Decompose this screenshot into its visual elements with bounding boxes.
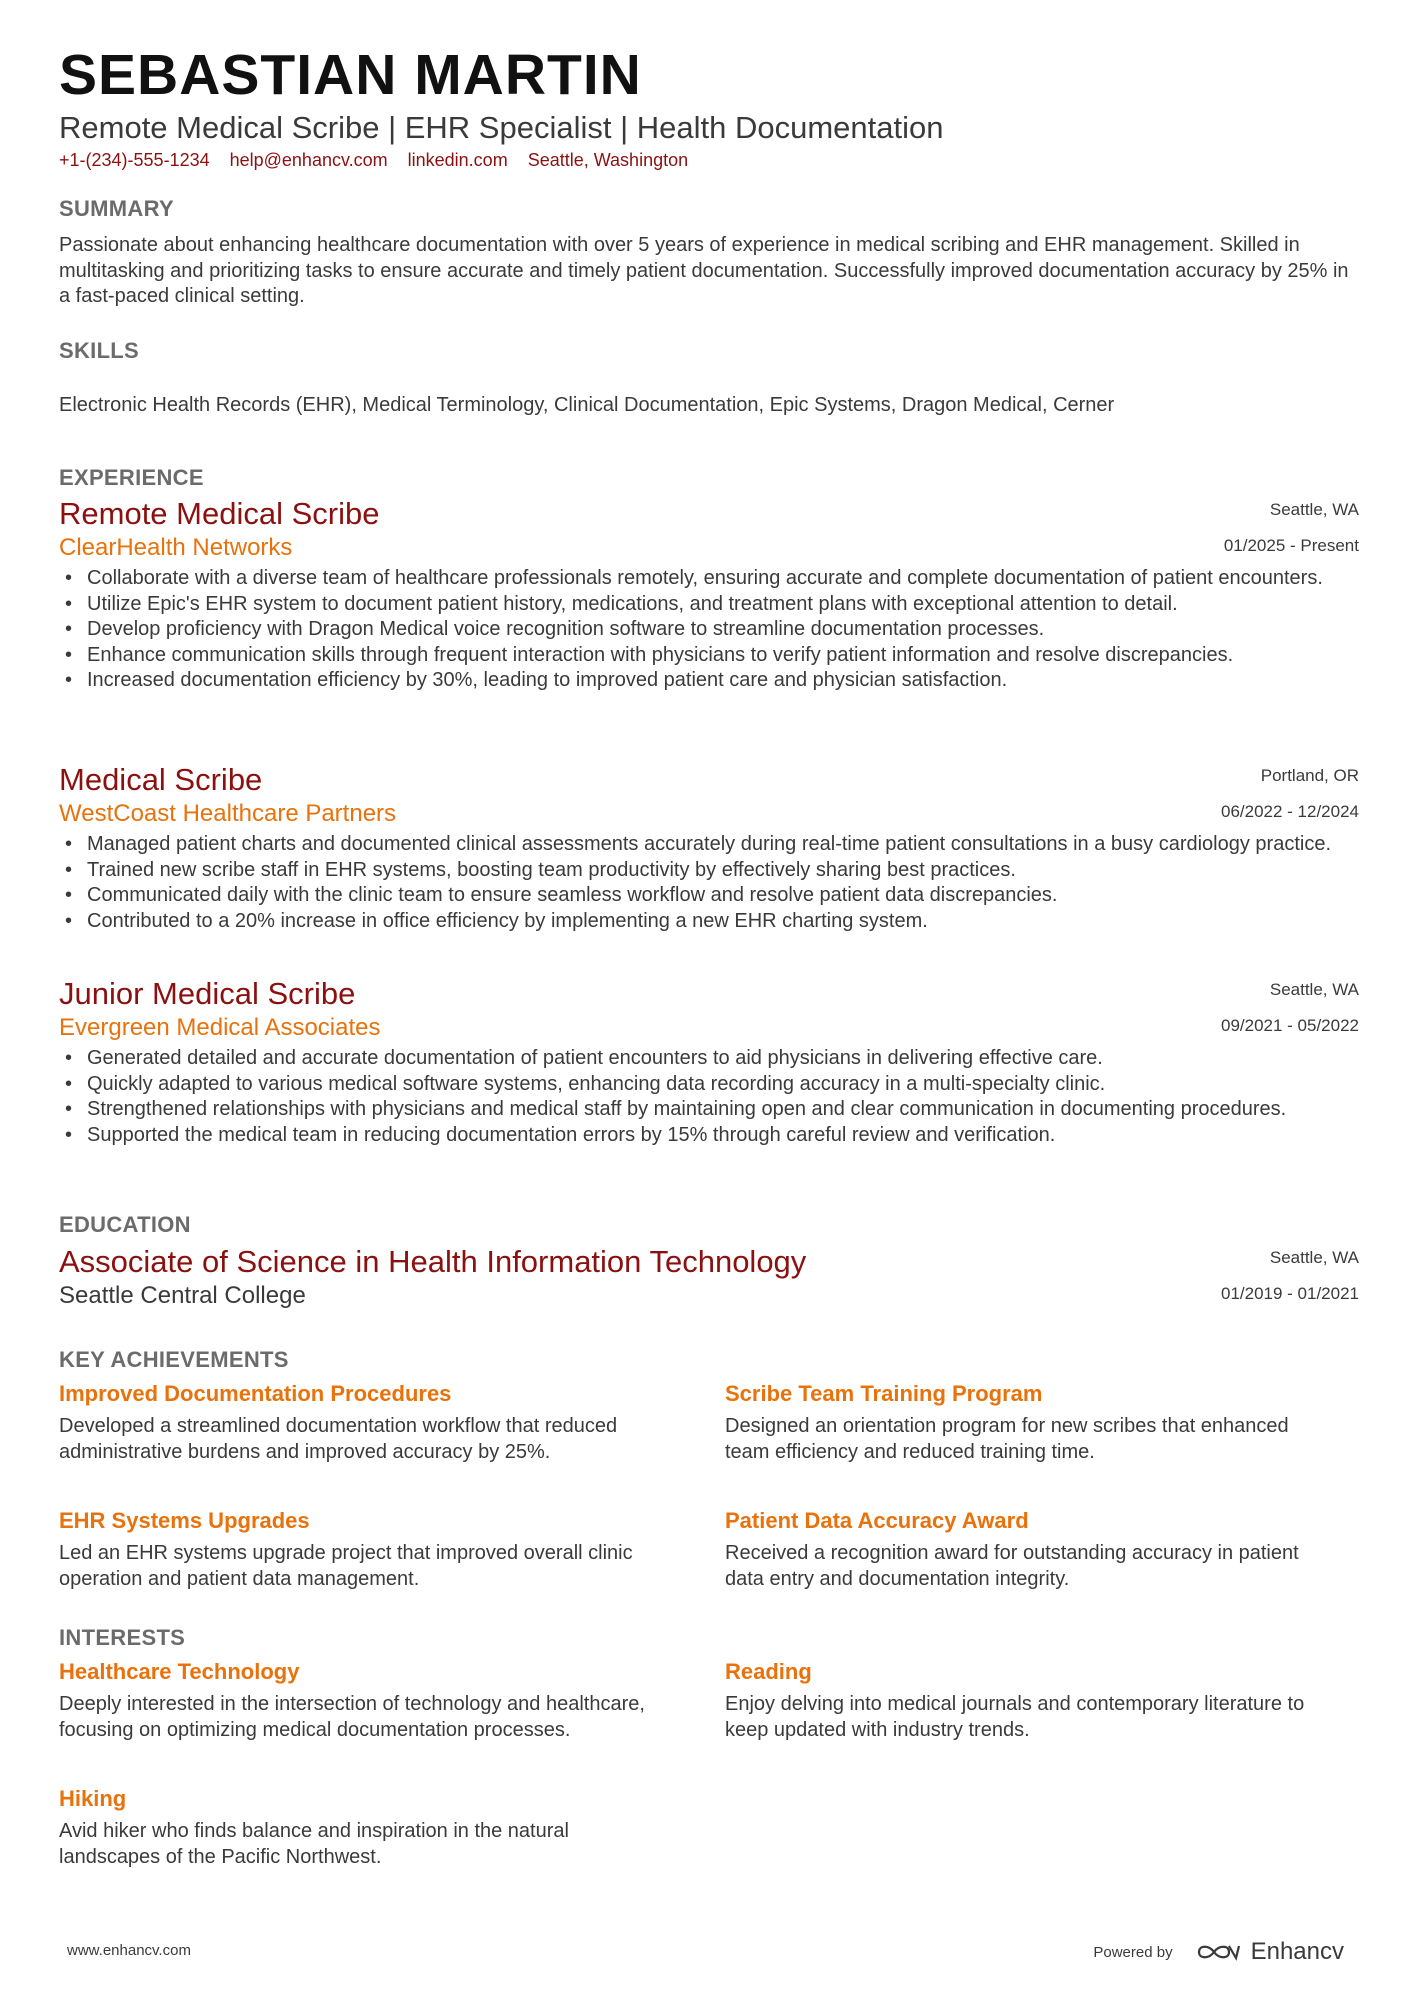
interest-item [725,1658,1325,1743]
enhancv-logo-icon [1195,1940,1241,1964]
job-entry [59,976,1359,1148]
school-name: Seattle Central College [59,1282,306,1309]
bullet-item: • Contributed to a 20% increase in office efficiency by implementing a new EHR charting system. [59,909,1359,935]
interest-item [59,1785,659,1870]
job-entry [59,762,1359,934]
achievement-text: Developed a streamlined documentation workflow that reduced administrative burdens and improved accuracy by 25%. [59,1415,618,1463]
achievement-title: Improved Documentation Procedures [59,1381,452,1406]
location-text: Seattle, Washington [527,150,689,170]
achievement-item [59,1507,659,1592]
achievements-heading: KEY ACHIEVEMENTS [59,1347,289,1372]
bullet-item: • Communicated daily with the clinic team to ensure seamless workflow and resolve patient data discrepancies. [59,883,1359,909]
education-dates: 01/2019 - 01/2021 [1220,1284,1359,1303]
achievement-item [59,1380,659,1465]
bullet-item: • Quickly adapted to various medical software systems, enhancing data recording accuracy in a multi-specialty clinic. [59,1072,1359,1098]
candidate-name: SEBASTIAN MARTIN [59,43,642,107]
job-company: WestCoast Healthcare Partners [59,800,397,827]
headline: Remote Medical Scribe | EHR Specialist | Health Documentation [59,110,944,145]
job-bullets [59,832,1359,934]
interest-text: Deeply interested in the intersection of technology and healthcare, focusing on optimizing medical documentation processes. [59,1693,645,1741]
linkedin-link[interactable]: linkedin.com [407,150,508,170]
interest-title: Hiking [59,1786,127,1811]
bullet-item: • Generated detailed and accurate documentation of patient encounters to aid physicians in delivering effective care. [59,1046,1359,1072]
skills-heading: SKILLS [59,338,140,363]
job-company: Evergreen Medical Associates [59,1014,381,1041]
bullet-item: • Increased documentation efficiency by 30%, leading to improved patient care and physician satisfaction. [59,668,1359,694]
achievement-text: Received a recognition award for outstanding accuracy in patient data entry and documentation integrity. [725,1542,1299,1590]
interest-text: Enjoy delving into medical journals and contemporary literature to keep updated with industry trends. [725,1693,1305,1741]
bullet-item: • Collaborate with a diverse team of healthcare professionals remotely, ensuring accurate and complete documentation of patient encounters. [59,566,1359,592]
achievement-title: Patient Data Accuracy Award [725,1508,1029,1533]
summary-heading: SUMMARY [59,196,174,221]
experience-heading: EXPERIENCE [59,465,204,490]
brand-name: Enhancv [1250,1938,1344,1965]
bullet-item: • Develop proficiency with Dragon Medical voice recognition software to streamline documentation processes. [59,617,1359,643]
job-location: Seattle, WA [1269,500,1359,519]
interest-text: Avid hiker who finds balance and inspiration in the natural landscapes of the Pacific Northwest. [59,1820,569,1868]
contact-bar [59,150,688,171]
bullet-item: • Trained new scribe staff in EHR systems, boosting team productivity by effectively sharing best practices. [59,858,1359,884]
job-bullets [59,1046,1359,1148]
interests-heading: INTERESTS [59,1625,186,1650]
achievement-title: Scribe Team Training Program [725,1381,1043,1406]
email-link[interactable]: help@enhancv.com [229,150,388,170]
bullet-item: • Managed patient charts and documented clinical assessments accurately during real-time patient consultations in a busy cardiology practice. [59,832,1359,858]
job-title: Junior Medical Scribe [59,976,356,1011]
summary-text: Passionate about enhancing healthcare documentation with over 5 years of experience in medical scribing and EHR management. Skilled in multitasking and prioritizing tasks to ensure accurate and timely patient documentation. Successfully improved documentation accuracy by 25% in a fast-paced clinical setting. [59,234,1349,308]
job-entry [59,496,1359,694]
enhancv-logo[interactable] [1195,1938,1344,1966]
job-title: Medical Scribe [59,762,263,797]
job-company: ClearHealth Networks [59,534,293,561]
achievement-item [725,1507,1325,1592]
interest-title: Reading [725,1659,812,1684]
achievement-text: Led an EHR systems upgrade project that improved overall clinic operation and patient data management. [59,1542,633,1590]
job-dates: 06/2022 - 12/2024 [1220,802,1359,821]
bullet-item: • Strengthened relationships with physicians and medical staff by maintaining open and clear communication in documenting procedures. [59,1097,1359,1123]
job-dates: 01/2025 - Present [1223,536,1359,555]
powered-by-text: Powered by [1093,1943,1173,1961]
achievement-title: EHR Systems Upgrades [59,1508,310,1533]
interest-title: Healthcare Technology [59,1659,300,1684]
degree-title: Associate of Science in Health Information Technology [59,1244,807,1279]
education-entry [59,1244,1359,1312]
achievement-text: Designed an orientation program for new scribes that enhanced team efficiency and reduced training time. [725,1415,1289,1463]
bullet-item: • Supported the medical team in reducing documentation errors by 15% through careful review and verification. [59,1123,1359,1149]
skills-text: Electronic Health Records (EHR), Medical Terminology, Clinical Documentation, Epic Systems, Dragon Medical, Cerner [59,394,1115,416]
bullet-item: • Utilize Epic's EHR system to document patient history, medications, and treatment plans with exceptional attention to detail. [59,592,1359,618]
achievement-item [725,1380,1325,1465]
education-location: Seattle, WA [1269,1248,1359,1267]
footer-website-link[interactable]: www.enhancv.com [67,1942,191,1959]
interest-item [59,1658,659,1743]
job-location: Seattle, WA [1269,980,1359,999]
bullet-item: • Enhance communication skills through frequent interaction with physicians to verify patient information and resolve discrepancies. [59,643,1359,669]
job-location: Portland, OR [1260,766,1359,785]
job-bullets [59,566,1359,694]
education-heading: EDUCATION [59,1212,191,1237]
job-dates: 09/2021 - 05/2022 [1220,1016,1359,1035]
footer-branding [1093,1938,1344,1966]
phone-link[interactable]: +1-(234)-555-1234 [59,150,210,170]
job-title: Remote Medical Scribe [59,496,380,531]
